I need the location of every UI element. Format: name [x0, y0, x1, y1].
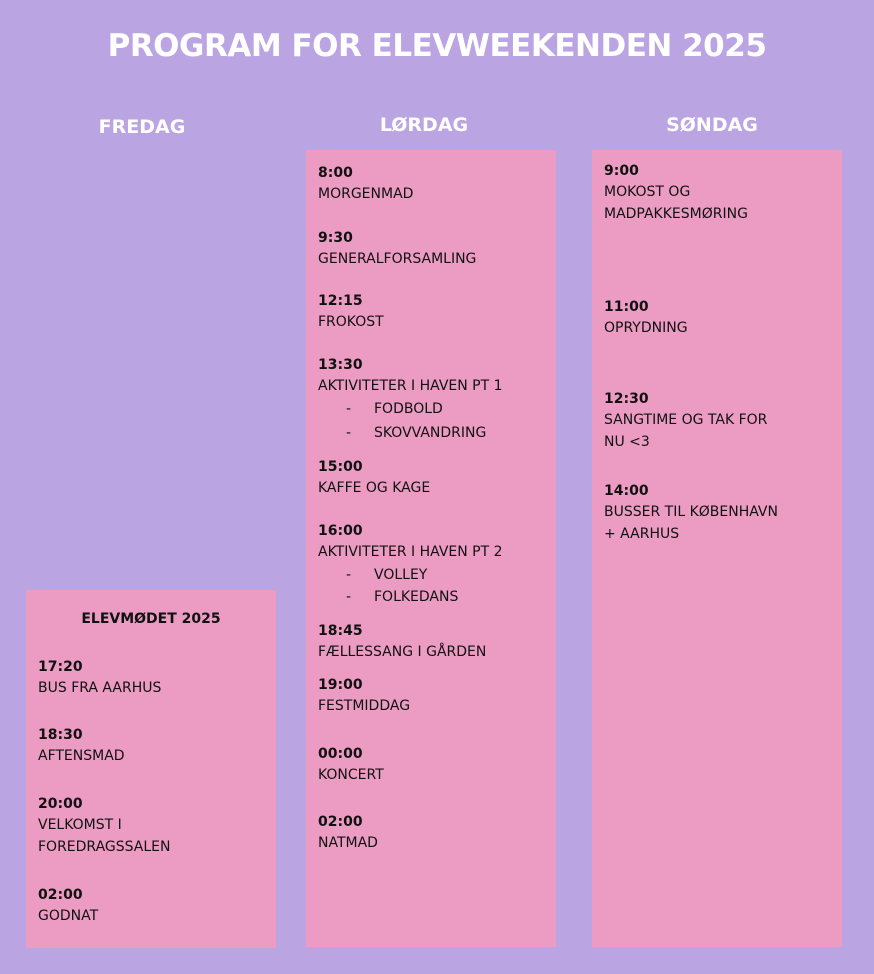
event-item: [38, 657, 268, 699]
event-item: [38, 725, 268, 767]
event-item: [318, 228, 548, 270]
event-time: 15:00: [318, 459, 363, 475]
event-label: FESTMIDDAG: [318, 698, 411, 714]
event-time: 12:30: [604, 391, 649, 407]
event-item: [318, 521, 548, 609]
event-time: 8:00: [318, 165, 353, 181]
event-time: 11:00: [604, 299, 649, 315]
event-label: BUS FRA AARHUS: [38, 680, 162, 696]
day-heading-lordag: LØRDAG: [379, 114, 469, 136]
bullet-dash: -: [346, 589, 352, 605]
event-label: BUSSER TIL KØBENHAVN + AARHUS: [604, 504, 778, 542]
fredag-box-title: ELEVMØDET 2025: [81, 611, 221, 627]
page-title: PROGRAM FOR ELEVWEEKENDEN 2025: [107, 28, 767, 64]
event-item: [318, 163, 548, 205]
event-time: 18:30: [38, 727, 83, 743]
event-label: KONCERT: [318, 767, 384, 783]
event-item: [318, 621, 548, 663]
event-time: 19:00: [318, 677, 363, 693]
event-label: MORGENMAD: [318, 186, 414, 202]
sondag-schedule-card: [592, 150, 842, 947]
event-label: MOKOST OG MADPAKKESMØRING: [604, 184, 748, 222]
event-item: [604, 297, 834, 339]
event-item: [318, 812, 548, 854]
sub-activity-label: VOLLEY: [374, 567, 428, 583]
event-time: 00:00: [318, 746, 363, 762]
event-item: [604, 389, 834, 453]
event-time: 14:00: [604, 483, 649, 499]
event-label: SANGTIME OG TAK FOR NU <3: [604, 412, 768, 450]
event-item: [318, 457, 548, 499]
event-label: OPRYDNING: [604, 320, 688, 336]
event-item: [318, 291, 548, 333]
sub-activity: [318, 421, 548, 445]
event-item: [318, 744, 548, 786]
fredag-schedule-card: [26, 590, 276, 948]
event-label: VELKOMST I FOREDRAGSSALEN: [38, 817, 171, 855]
day-heading-fredag: FREDAG: [98, 116, 186, 138]
sub-activity-label: FODBOLD: [374, 401, 443, 417]
event-time: 02:00: [38, 887, 83, 903]
event-time: 20:00: [38, 796, 83, 812]
event-item: [318, 355, 548, 445]
event-label: FÆLLESSANG I GÅRDEN: [318, 644, 487, 660]
bullet-dash: -: [346, 401, 352, 417]
sub-activity: [318, 563, 548, 587]
sub-activity-label: FOLKEDANS: [374, 589, 459, 605]
sub-activity: [318, 585, 548, 609]
sub-activity: [318, 397, 548, 421]
event-item: [604, 481, 834, 545]
event-time: 13:30: [318, 357, 363, 373]
event-label: FROKOST: [318, 314, 384, 330]
event-label: AKTIVITETER I HAVEN PT 1: [318, 378, 503, 394]
event-time: 16:00: [318, 523, 363, 539]
event-label: KAFFE OG KAGE: [318, 480, 431, 496]
event-item: [38, 794, 268, 858]
lordag-schedule-card: [306, 150, 556, 947]
event-label: AFTENSMAD: [38, 748, 125, 764]
event-time: 02:00: [318, 814, 363, 830]
event-label: NATMAD: [318, 835, 378, 851]
event-time: 17:20: [38, 659, 83, 675]
bullet-dash: -: [346, 567, 352, 583]
event-time: 9:00: [604, 163, 639, 179]
day-heading-sondag: SØNDAG: [666, 114, 758, 136]
event-item: [318, 675, 548, 717]
event-label: AKTIVITETER I HAVEN PT 2: [318, 544, 503, 560]
event-time: 9:30: [318, 230, 353, 246]
event-label: GODNAT: [38, 908, 99, 924]
event-time: 12:15: [318, 293, 363, 309]
bullet-dash: -: [346, 425, 352, 441]
event-time: 18:45: [318, 623, 363, 639]
event-label: GENERALFORSAMLING: [318, 251, 477, 267]
event-item: [604, 161, 834, 225]
event-item: [38, 885, 268, 927]
sub-activity-label: SKOVVANDRING: [374, 425, 487, 441]
